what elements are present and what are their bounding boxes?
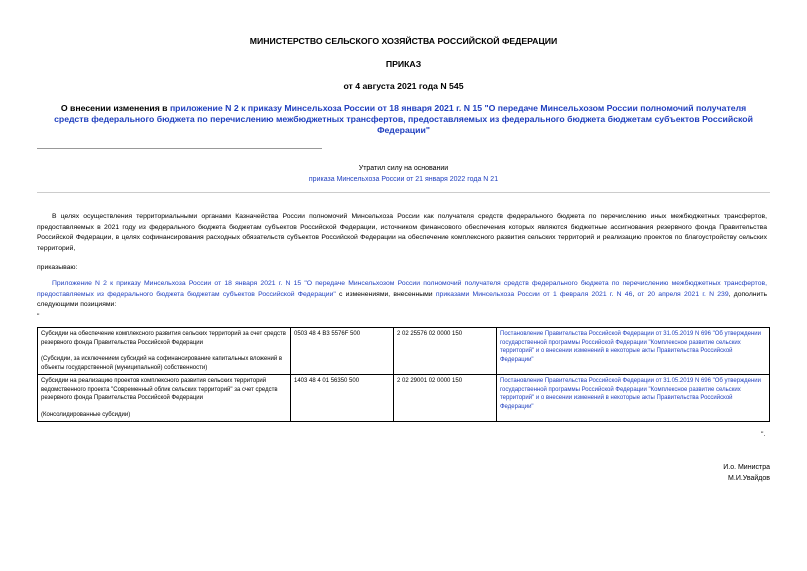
title-link[interactable]: приложение N 2 к приказу Минсельхоза России от 18 января 2021 г. N 15 "О передаче Минсельхозом России полномочий получателя средств федерального бюджета по перечислению межбюджетных трансфертов, предоставляемых из федерального бюджета бюджетам субъектов Российской Федерации" (54, 103, 753, 135)
table-row (38, 375, 770, 422)
status-line: Утратил силу на основании (358, 165, 449, 172)
subsidy-note: (Субсидии, за исключением субсидий на софинансирование капитальных вложений в объекты государственной (муниципальной) собственности) (41, 356, 283, 371)
document-date: от 4 августа 2021 года N 545 (343, 81, 464, 91)
signer-name: М.И.Увайдов (728, 475, 770, 482)
expense-code-cell: 1403 48 4 01 56350 500 (291, 375, 394, 422)
subsidy-note: (Консолидированные субсидии) (41, 411, 131, 418)
paragraph-text: , дополнить следующими позициями: (37, 290, 767, 308)
document-title (50, 103, 757, 136)
title-prefix: О внесении изменения в (60, 103, 170, 113)
positions-table (37, 327, 770, 422)
quote-open: " (37, 313, 40, 320)
signature-block (650, 462, 770, 484)
paragraph-text: с изменениями, внесенными (335, 290, 436, 298)
income-code-cell: 2 02 25576 02 0000 150 (394, 328, 497, 375)
income-code-cell: 2 02 29001 02 0000 150 (394, 375, 497, 422)
order-word: приказываю: (37, 264, 78, 271)
subsidy-name-cell (38, 375, 291, 422)
signer-position: И.о. Министра (723, 464, 770, 471)
quote-close: ". (761, 431, 766, 438)
repeal-status (280, 163, 527, 185)
legal-basis-cell[interactable]: Постановление Правительства Российской Федерации от 31.05.2019 N 696 "Об утверждении государственной программы Российской Федерации "Комплексное развитие сельских территорий" и о внесении изменений в некоторые акты Правительства Российской Федерации" (497, 375, 770, 422)
annex-link[interactable]: Приложение N 2 к приказу Минсельхоза России от 18 января 2021 г. N 15 "О передаче Минсельхозом России полномочий получателя средств федерального бюджета по перечислению межбюджетных трансфертов, предоставляемых из федерального бюджета бюджетам субъектов Российской Федерации" (37, 280, 767, 298)
table-row (38, 328, 770, 375)
paragraph-text: , (632, 290, 638, 298)
preamble-paragraph: В целях осуществления территориальными органами Казначейства России полномочий Минсельхоза России как получателя средств федерального бюджета по перечислению иных межбюджетных трансфертов, предоставляемых в 2021 году из федерального бюджета бюджетам субъектов Российской Федерации, источником финансового обеспечения которых являются бюджетные ассигнования резервного фонда Правительства Российской Федерации, в целях софинансирования расходных обязательств субъектов Российской Федерации на обеспечение комплексного развития сельских территорий и реализацию проектов по благоустройству сельских территорий, (37, 213, 767, 252)
order-paragraph (37, 279, 767, 311)
status-link[interactable]: приказа Минсельхоза России от 21 января 2022 года N 21 (308, 176, 499, 183)
amendment-link-2[interactable]: от 20 апреля 2021 г. N 239 (637, 290, 729, 298)
divider (37, 148, 322, 149)
ministry-name: МИНИСТЕРСТВО СЕЛЬСКОГО ХОЗЯЙСТВА РОССИЙСКОЙ ФЕДЕРАЦИИ (249, 36, 558, 46)
amendment-link-1[interactable]: приказами Минсельхоза России от 1 февраля 2021 г. N 46 (435, 290, 633, 298)
expense-code-cell: 0503 48 4 B3 5576F 500 (291, 328, 394, 375)
subsidy-name-cell (38, 328, 291, 375)
document-type: ПРИКАЗ (385, 59, 422, 69)
legal-basis-cell[interactable]: Постановление Правительства Российской Федерации от 31.05.2019 N 696 "Об утверждении государственной программы Российской Федерации "Комплексное развитие сельских территорий" и о внесении изменений в некоторые акты Правительства Российской Федерации" (497, 328, 770, 375)
divider (37, 192, 770, 193)
subsidy-name: Субсидии на обеспечение комплексного развития сельских территорий за счет средств резервного фонда Правительства Российской Федерации (41, 331, 286, 346)
subsidy-name: Субсидии на реализацию проектов комплексного развития сельских территорий ведомственного проекта "Современный облик сельских территорий" за счет средств резервного фонда Правительства Российской Федерации (41, 378, 278, 401)
